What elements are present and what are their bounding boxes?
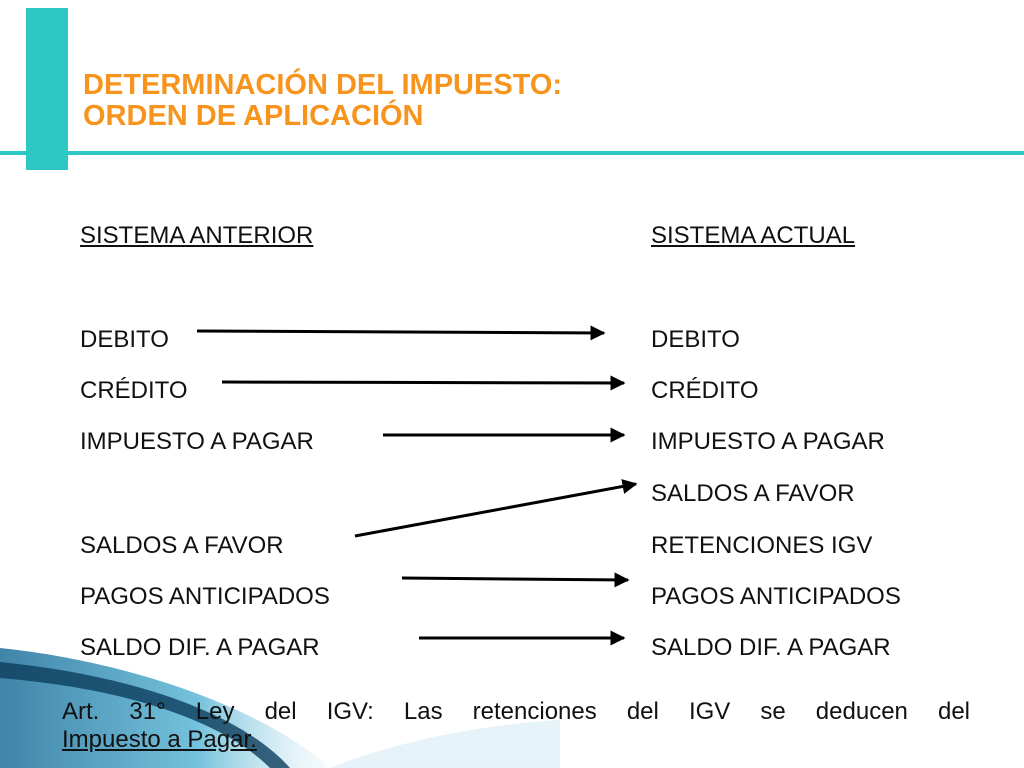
footnote-word: Art. — [62, 698, 100, 725]
left-item-credito: CRÉDITO — [80, 377, 188, 404]
title-line-2: ORDEN DE APLICACIÓN — [83, 100, 424, 132]
left-item-saldo-dif: SALDO DIF. A PAGAR — [80, 634, 320, 661]
title-line-1: DETERMINACIÓN DEL IMPUESTO: — [83, 69, 563, 101]
footnote-word: Ley — [195, 698, 235, 725]
left-column-heading: SISTEMA ANTERIOR — [80, 222, 314, 249]
footnote-word: IGV: — [326, 698, 374, 725]
right-column-heading: SISTEMA ACTUAL — [651, 222, 856, 249]
left-item-saldos-favor: SALDOS A FAVOR — [80, 532, 284, 559]
right-item-credito: CRÉDITO — [651, 377, 759, 404]
footnote — [62, 698, 970, 754]
footnote-word: IGV — [688, 698, 731, 725]
left-item-pagos-anticipados: PAGOS ANTICIPADOS — [80, 583, 330, 610]
right-item-impuesto: IMPUESTO A PAGAR — [651, 428, 885, 455]
right-item-debito: DEBITO — [651, 326, 740, 353]
footnote-word: del — [626, 698, 659, 725]
left-item-impuesto: IMPUESTO A PAGAR — [80, 428, 314, 455]
right-item-saldos-favor: SALDOS A FAVOR — [651, 480, 855, 507]
footnote-word: Las — [403, 698, 443, 725]
footnote-word: deducen — [815, 698, 908, 725]
footnote-line-2: Impuesto a Pagar. — [62, 726, 257, 753]
footnote-word: del — [937, 698, 970, 725]
footnote-line-1 — [62, 698, 970, 726]
footnote-word: se — [760, 698, 786, 725]
right-item-pagos-anticipados: PAGOS ANTICIPADOS — [651, 583, 901, 610]
right-item-retenciones: RETENCIONES IGV — [651, 532, 873, 559]
footnote-word: 31° — [129, 698, 166, 725]
footnote-word: retenciones — [472, 698, 597, 725]
footnote-word: del — [264, 698, 297, 725]
left-item-debito: DEBITO — [80, 326, 169, 353]
right-item-saldo-dif: SALDO DIF. A PAGAR — [651, 634, 891, 661]
